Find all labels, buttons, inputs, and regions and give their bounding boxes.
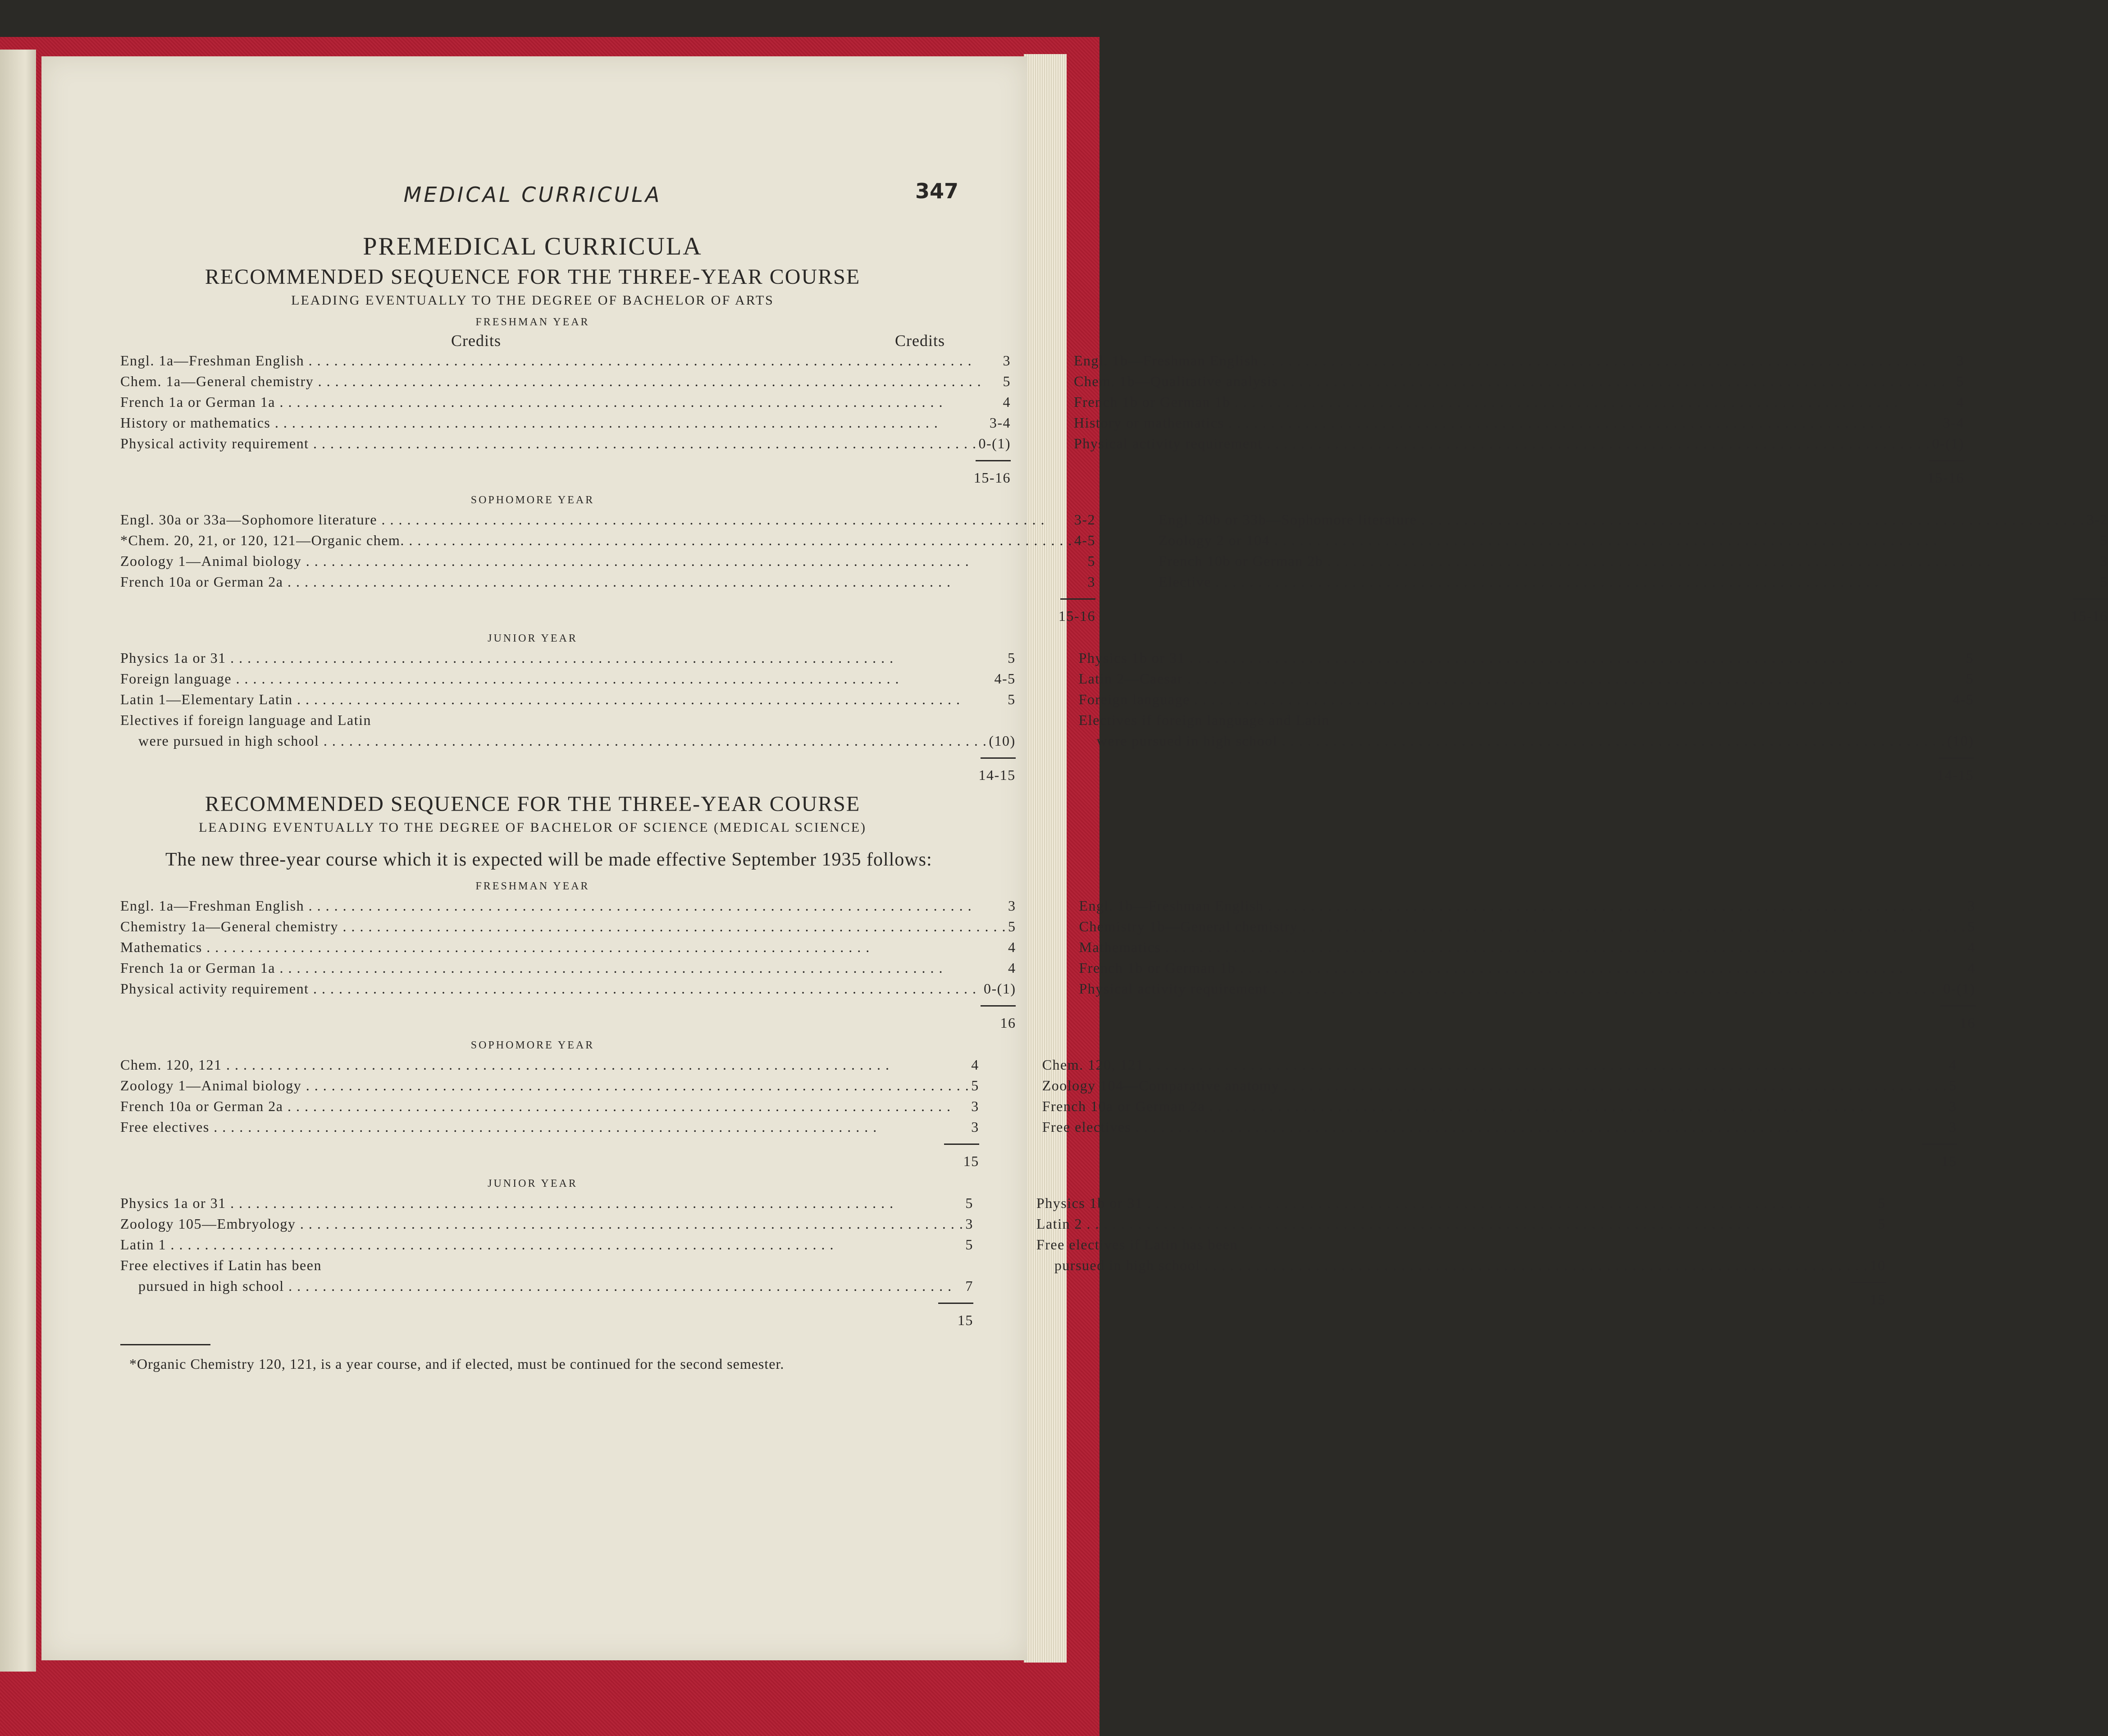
course-row: [1079, 916, 1975, 937]
course-row: [120, 957, 1016, 978]
course-name: *Chem. 20, 21, or 120, 121—Organic chem. . . .: [120, 530, 1072, 551]
course-row: [1079, 730, 1974, 751]
year-label: FRESHMAN YEAR: [475, 316, 590, 328]
course-credits: 4: [1967, 939, 1976, 955]
course-credits: 3-2: [2086, 511, 2108, 528]
total-rule: [1929, 460, 1964, 461]
course-credits: 5: [965, 1236, 973, 1253]
course-credits: [1884, 1234, 1886, 1255]
course-credits: 5: [1956, 373, 1964, 389]
right-semester: [1079, 647, 1974, 784]
course-credits: 5: [1003, 373, 1011, 389]
course-credits: 4: [1003, 394, 1011, 410]
course-row: [1079, 957, 1975, 978]
course-credits: 5: [1878, 1216, 1886, 1232]
intro-paragraph: The new three-year course which it is expected will be made effective September 1935 follows:: [165, 849, 932, 870]
course-row: [120, 530, 1095, 551]
course-credits: 3: [971, 1098, 979, 1114]
total-rule: [2073, 598, 2108, 600]
course-row: [1074, 371, 1964, 392]
course-name: French 1a or German 1a . . .: [120, 392, 1001, 412]
course-name: Physical activity requirement . . .: [1079, 978, 1941, 999]
course-name: Zoology 1—Animal biology . . .: [120, 1075, 969, 1096]
course-credits: 5: [1087, 553, 1096, 569]
total-rule: [1939, 757, 1974, 759]
total-rule: [1851, 1282, 1886, 1283]
course-credits: (10): [989, 733, 1016, 749]
total-rule-cell: [1074, 460, 1964, 461]
course-credits: 4: [1008, 960, 1016, 976]
course-credits: 3: [971, 1119, 979, 1135]
course-row: [120, 647, 1016, 668]
course-name: Free electives . . .: [120, 1116, 969, 1137]
credit-total: 15: [1870, 1291, 1886, 1308]
total-rule-cell: [120, 460, 1011, 461]
total-rule-cell: [1079, 757, 1974, 759]
course-name: Elective . . .: [1159, 571, 2098, 592]
course-row: [120, 350, 1011, 371]
running-head: [120, 179, 958, 232]
course-row: [120, 689, 1016, 710]
course-name: Latin 2—Caesar . . .: [1079, 668, 1964, 689]
course-name: French 10b or German 2b . . .: [1159, 551, 2098, 571]
total-rule: [1922, 1144, 1957, 1145]
course-credits: 3: [1967, 898, 1976, 914]
course-name: Foreign language . . .: [120, 668, 992, 689]
course-name: Zoology 1—Animal biology . . .: [120, 551, 1086, 571]
credit-total: 15: [1941, 1153, 1957, 1169]
year-label: JUNIOR YEAR: [488, 1178, 578, 1189]
course-row: [1159, 530, 2108, 551]
course-credits: 3-4: [1943, 415, 1964, 431]
course-row: [120, 710, 1016, 730]
course-name: Free electives . . .: [1042, 1116, 1947, 1137]
total-rule-cell: [1079, 1005, 1975, 1007]
course-credits: 3: [1949, 1119, 1957, 1135]
course-credits: 5: [1966, 670, 1974, 687]
left-semester: [120, 1054, 979, 1170]
course-row: [1036, 1234, 1886, 1255]
year-label: JUNIOR YEAR: [488, 633, 578, 644]
course-name: Engl. 1a—Freshman English . . .: [120, 350, 1001, 371]
course-credits: 5: [1008, 650, 1016, 666]
course-table: [120, 1193, 1886, 1329]
course-credits: 3: [1956, 352, 1964, 369]
course-credits: 5: [1008, 691, 1016, 707]
course-name: Physics 1b or 31 . . .: [1036, 1193, 1876, 1213]
course-name: Foreign language . . .: [1079, 689, 1951, 710]
facing-page-edge: [0, 50, 36, 1672]
course-row: [1079, 710, 1974, 730]
course-credits: 3: [1949, 1098, 1957, 1114]
course-row: [120, 1054, 979, 1075]
course-row: [1079, 978, 1975, 999]
left-semester: [120, 895, 1016, 1031]
course-name: Engl. 30a or 33a—Sophomore literature . . .: [120, 509, 1072, 530]
course-name: Chem. 1b—Qualitative analysis . . .: [1074, 371, 1954, 392]
total-rule: [944, 1144, 979, 1145]
course-name: Zoology 105—Embryology . . .: [120, 1213, 963, 1234]
total-rule: [938, 1303, 973, 1304]
course-name: pursued in high school . . .: [120, 1276, 963, 1296]
credit-total: 15-16: [1927, 469, 1964, 486]
credit-total: 15: [957, 1312, 973, 1328]
degree-line: LEADING EVENTUALLY TO THE DEGREE OF BACHELOR OF ARTS: [291, 293, 774, 308]
course-row: [1074, 392, 1964, 412]
total-rule: [981, 1005, 1016, 1007]
course-name: Latin 1—Elementary Latin . . .: [120, 689, 1006, 710]
course-row: [120, 895, 1016, 916]
footnote-rule: [120, 1344, 210, 1345]
course-row: [1074, 350, 1964, 371]
course-credits: 4: [1967, 960, 1976, 976]
section2-subtitle: RECOMMENDED SEQUENCE FOR THE THREE-YEAR COURSE: [205, 792, 861, 816]
course-name: Chem. 120, 121 . . .: [1042, 1054, 1947, 1075]
course-row: [1079, 647, 1974, 668]
course-credits: 3: [2100, 553, 2108, 569]
course-credits: 4: [971, 1057, 979, 1073]
course-name: Zoology 2 or 104 . . .: [1159, 530, 2098, 551]
course-name: Chem. 120, 121 . . .: [120, 1054, 969, 1075]
running-title: MEDICAL CURRICULA: [403, 182, 662, 207]
course-row: [120, 937, 1016, 957]
credit-total: 15-16: [2071, 608, 2108, 624]
course-credits: 4: [1956, 394, 1964, 410]
credit-total: 15-16: [1058, 608, 1096, 624]
course-name: History or mathematics . . .: [1074, 412, 1941, 433]
total-rule-cell: [120, 1005, 1016, 1007]
course-credits: 4: [1949, 1057, 1957, 1073]
total-rule: [981, 757, 1016, 759]
book-page: [41, 56, 2108, 1660]
course-name: Physical activity requirement . . .: [120, 978, 982, 999]
course-row: [120, 1116, 979, 1137]
course-row: [1159, 551, 2108, 571]
course-credits: 3: [1003, 352, 1011, 369]
right-semester: [1042, 1054, 1957, 1170]
credit-total: 14-15: [978, 767, 1016, 783]
course-row: [120, 371, 1011, 392]
credit-total: 15-16: [973, 469, 1011, 486]
course-row: [1074, 433, 1964, 454]
course-credits: 3: [1008, 898, 1016, 914]
course-row: [1079, 668, 1974, 689]
total-rule-cell: [120, 598, 1095, 600]
course-name: Electives if foreign language and Latin: [120, 712, 371, 728]
course-name: French 1b or German 1b . . .: [1079, 957, 1966, 978]
course-name: Engl. 30b or 33b—Sophomore literature . . .: [1159, 509, 2085, 530]
credits-label: Credits: [451, 332, 501, 350]
course-credits: 0-(1): [1943, 980, 1976, 997]
course-name: Latin 2 . . .: [1036, 1213, 1876, 1234]
course-row: [1079, 689, 1974, 710]
course-credits: 0-(1): [984, 980, 1016, 997]
right-semester: [1159, 509, 2108, 624]
total-rule-cell: [1036, 1282, 1886, 1283]
course-credits: [1972, 710, 1974, 730]
course-credits: 3: [1087, 574, 1096, 590]
course-table: [120, 350, 1964, 486]
course-credits: 4-5: [1074, 532, 1096, 548]
credit-total: 16: [1000, 1015, 1016, 1031]
course-name: Physics 1b or 31 . . .: [1079, 647, 1964, 668]
course-credits: 3-4: [989, 415, 1011, 431]
course-name: French 10a or German 2a . . .: [120, 1096, 969, 1116]
course-name: Chemistry 1a—General chemistry . . .: [120, 916, 1006, 937]
course-credits: 10: [1870, 1257, 1886, 1273]
course-name: French 1b or German 1b . . .: [1074, 392, 1954, 412]
course-name: were pursued in high school . . .: [1079, 730, 1945, 751]
left-semester: [120, 647, 1016, 784]
course-credits: 5: [2100, 574, 2108, 590]
course-credits: 5: [1878, 1195, 1886, 1211]
course-name: pursued in high school . . .: [1036, 1255, 1868, 1276]
total-rule: [976, 460, 1011, 461]
course-credits: 5: [1949, 1077, 1957, 1094]
course-table: [120, 1054, 1957, 1170]
course-row: [120, 412, 1011, 433]
total-rule-cell: [1042, 1144, 1957, 1145]
course-row: [120, 1213, 973, 1234]
page-content: [120, 179, 2108, 1374]
course-row: [120, 551, 1095, 571]
course-credits: 5: [965, 1195, 973, 1211]
course-credits: 4-5: [1953, 691, 1974, 707]
left-semester: [120, 509, 1095, 624]
course-row: [120, 571, 1095, 592]
year-label: SOPHOMORE YEAR: [470, 494, 595, 506]
course-row: [1036, 1193, 1886, 1213]
credits-label: Credits: [895, 332, 945, 350]
course-row: [1042, 1054, 1957, 1075]
course-row: [120, 392, 1011, 412]
course-row: [1159, 571, 2108, 592]
course-credits: 5: [971, 1077, 979, 1094]
course-credits: 0-(1): [978, 435, 1011, 451]
course-row: [120, 1096, 979, 1116]
total-rule-cell: [120, 1303, 973, 1304]
footnote: *Organic Chemistry 120, 121, is a year course, and if elected, must be continued for the second semester.: [129, 1356, 785, 1372]
bs-sequence: [120, 880, 1976, 1329]
course-name: Physical activity requirement . . .: [1074, 433, 1930, 454]
course-name: Physical activity requirement . . .: [120, 433, 977, 454]
course-name: Zoology 104—Comparative anatomy . . .: [1042, 1075, 1947, 1096]
course-row: [1042, 1096, 1957, 1116]
right-semester: [1079, 895, 1975, 1031]
course-table: [120, 895, 1976, 1031]
credit-total: 14-15: [1937, 767, 1974, 783]
course-name: Engl. 1b—Freshman English . . .: [1079, 895, 1966, 916]
course-row: [1042, 1075, 1957, 1096]
course-row: [120, 1276, 973, 1296]
right-semester: [1074, 350, 1964, 486]
course-name: Latin 1 . . .: [120, 1234, 963, 1255]
course-credits: 3: [965, 1216, 973, 1232]
course-row: [120, 1193, 973, 1213]
page-block-edge: [1024, 54, 1067, 1663]
course-name: Physics 1a or 31 . . .: [120, 1193, 963, 1213]
section-subtitle: RECOMMENDED SEQUENCE FOR THE THREE-YEAR COURSE: [205, 265, 861, 289]
ba-sequence: [120, 316, 2108, 784]
course-row: [120, 916, 1016, 937]
course-credits: [972, 1255, 973, 1276]
total-rule-cell: [120, 1144, 979, 1145]
course-name: French 10a or German 2a . . .: [120, 571, 1086, 592]
section2-degree-line: LEADING EVENTUALLY TO THE DEGREE OF BACHELOR OF SCIENCE (MEDICAL SCIENCE): [198, 820, 867, 835]
course-credits: 5: [1008, 918, 1016, 934]
credits-header: [120, 331, 945, 350]
course-name: were pursued in high school . . .: [120, 730, 987, 751]
course-table: [120, 509, 2108, 624]
course-name: History or mathematics . . .: [120, 412, 988, 433]
course-name: French 10a or German 2a . . .: [1042, 1096, 1947, 1116]
total-rule: [1060, 598, 1095, 600]
course-name: Free electives if Latin has been: [1036, 1236, 1238, 1253]
credit-total: 15: [963, 1153, 979, 1169]
course-credits: 5: [2100, 532, 2108, 548]
course-credits: 7: [965, 1278, 973, 1294]
course-row: [1036, 1213, 1886, 1234]
course-row: [1079, 937, 1975, 957]
course-name: Chem. 1a—General chemistry . . .: [120, 371, 1001, 392]
course-row: [120, 668, 1016, 689]
page-number: 347: [915, 179, 958, 203]
course-name: French 1a or German 1a . . .: [120, 957, 1006, 978]
course-name: Engl. 1a—Freshman English . . .: [120, 895, 1006, 916]
course-name: Engl. 1b—Freshman English . . .: [1074, 350, 1954, 371]
course-credits: 0-(1): [1932, 435, 1964, 451]
course-name: Mathematics . . .: [1079, 937, 1966, 957]
course-credits: 4-5: [994, 670, 1016, 687]
year-label: FRESHMAN YEAR: [475, 880, 590, 892]
course-name: Electives if foreign language and Latin: [1078, 712, 1330, 728]
year-label: SOPHOMORE YEAR: [470, 1039, 595, 1051]
left-semester: [120, 350, 1011, 486]
total-rule-cell: [120, 757, 1016, 759]
course-row: [120, 978, 1016, 999]
course-credits: 4: [1008, 939, 1016, 955]
course-row: [120, 1234, 973, 1255]
course-credits: [1014, 710, 1016, 730]
course-name: Mathematics . . .: [120, 937, 1006, 957]
left-semester: [120, 1193, 973, 1329]
course-name: Free electives if Latin has been: [120, 1257, 322, 1273]
course-row: [1042, 1116, 1957, 1137]
credit-total: 16: [1959, 1015, 1976, 1031]
course-row: [1079, 895, 1975, 916]
course-row: [1036, 1255, 1886, 1276]
total-rule-cell: [1159, 598, 2108, 600]
course-name: Chemistry 1b—General chemistry . . .: [1079, 916, 1966, 937]
course-row: [1074, 412, 1964, 433]
section-title: PREMEDICAL CURRICULA: [363, 232, 703, 260]
course-credits: 3-2: [1074, 511, 1096, 528]
right-semester: [1036, 1193, 1886, 1329]
course-credits: 5: [1966, 650, 1974, 666]
course-table: [120, 647, 1974, 784]
course-name: Physics 1a or 31 . . .: [120, 647, 1006, 668]
course-row: [120, 1075, 979, 1096]
course-row: [120, 433, 1011, 454]
course-credits: (10): [1947, 733, 1974, 749]
course-row: [1159, 509, 2108, 530]
course-row: [120, 730, 1016, 751]
course-credits: 5: [1967, 918, 1976, 934]
course-row: [120, 509, 1095, 530]
total-rule: [1940, 1005, 1976, 1007]
course-row: [120, 1255, 973, 1276]
